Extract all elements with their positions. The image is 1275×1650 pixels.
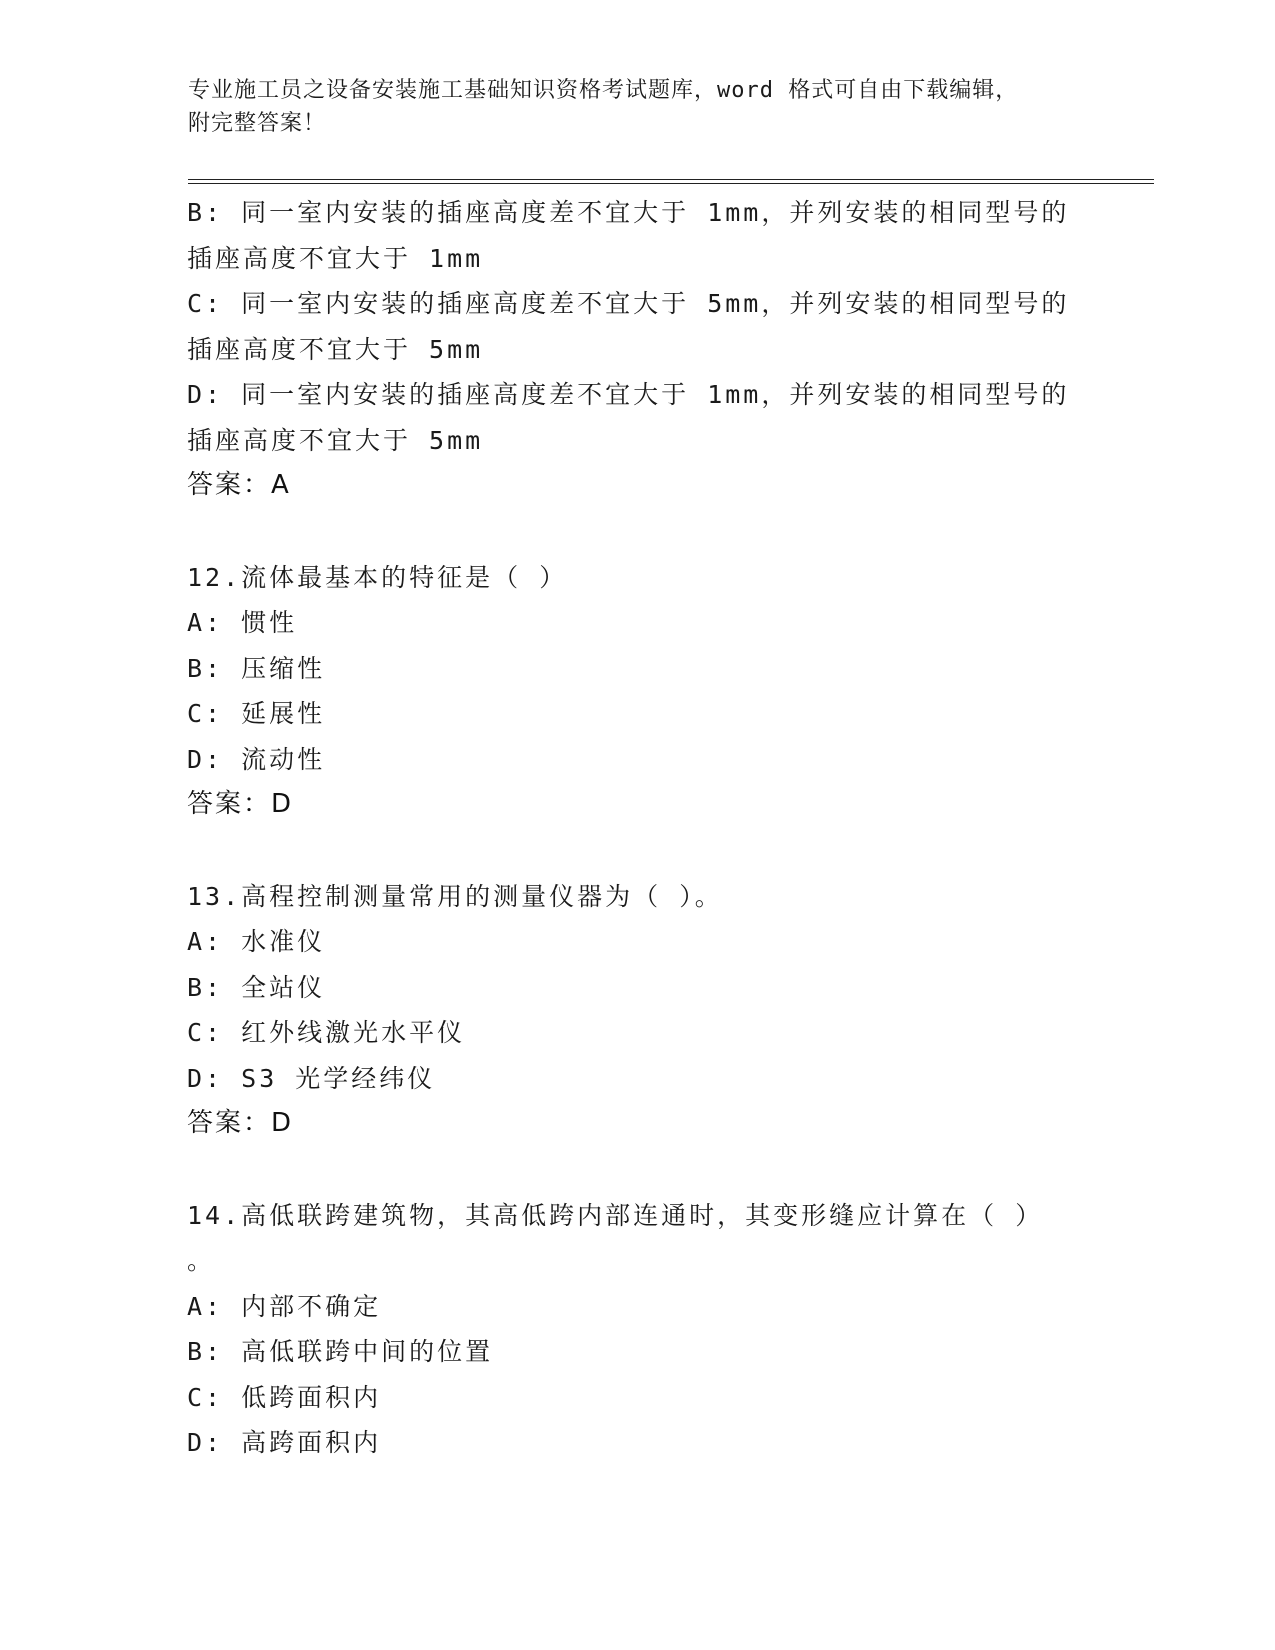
spacer bbox=[187, 509, 1087, 555]
q13-question: 13.高程控制测量常用的测量仪器为（ ）。 bbox=[187, 881, 723, 911]
q12-answer: 答案：D bbox=[187, 789, 294, 819]
q11-option-b-line-1: B: 同一室内安装的插座高度差不宜大于 1mm，并列安装的相同型号的 bbox=[187, 198, 1070, 227]
q11-option-b-line-2: 插座高度不宜大于 1mm bbox=[187, 243, 484, 273]
header-line-2: 附完整答案！ bbox=[188, 111, 327, 136]
question-14-block bbox=[187, 1193, 1087, 1466]
q13-option-d: D: S3 光学经纬仪 bbox=[187, 1063, 436, 1093]
q11-option-c-line-1: C: 同一室内安装的插座高度差不宜大于 5mm，并列安装的相同型号的 bbox=[187, 289, 1070, 318]
q11-option-c-line-2: 插座高度不宜大于 5mm bbox=[187, 334, 484, 364]
q14-question-line-2: 。 bbox=[187, 1246, 216, 1275]
q11-answer: 答案：A bbox=[187, 470, 291, 500]
question-12-block bbox=[187, 555, 1087, 828]
header-divider bbox=[188, 179, 1154, 184]
q14-question-line-1: 14.高低联跨建筑物，其高低跨内部连通时，其变形缝应计算在（ ） bbox=[187, 1200, 1044, 1230]
question-content bbox=[187, 190, 1087, 1466]
question-13-block bbox=[187, 874, 1087, 1147]
spacer bbox=[187, 1147, 1087, 1193]
q11-option-d-line-1: D: 同一室内安装的插座高度差不宜大于 1mm，并列安装的相同型号的 bbox=[187, 380, 1070, 409]
q13-option-c: C: 红外线激光水平仪 bbox=[187, 1018, 466, 1047]
q13-option-b: B: 全站仪 bbox=[187, 972, 326, 1002]
q11-option-d-line-2: 插座高度不宜大于 5mm bbox=[187, 425, 484, 455]
q12-option-a: A: 惯性 bbox=[187, 608, 298, 637]
q13-option-a: A: 水准仪 bbox=[187, 927, 326, 956]
header-line-1: 专业施工员之设备安装施工基础知识资格考试题库，word 格式可自由下载编辑， bbox=[188, 78, 1019, 103]
q14-option-a: A: 内部不确定 bbox=[187, 1291, 382, 1321]
document-header bbox=[188, 74, 1088, 140]
q12-question: 12.流体最基本的特征是（ ） bbox=[187, 562, 568, 592]
q14-option-c: C: 低跨面积内 bbox=[187, 1382, 382, 1412]
q12-option-d: D: 流动性 bbox=[187, 744, 326, 774]
q12-option-b: B: 压缩性 bbox=[187, 653, 326, 683]
q12-option-c: C: 延展性 bbox=[187, 699, 326, 728]
q14-option-b: B: 高低联跨中间的位置 bbox=[187, 1337, 494, 1366]
question-11-block bbox=[187, 190, 1087, 509]
q14-option-d: D: 高跨面积内 bbox=[187, 1428, 382, 1457]
q13-answer: 答案：D bbox=[187, 1108, 294, 1138]
spacer bbox=[187, 828, 1087, 874]
